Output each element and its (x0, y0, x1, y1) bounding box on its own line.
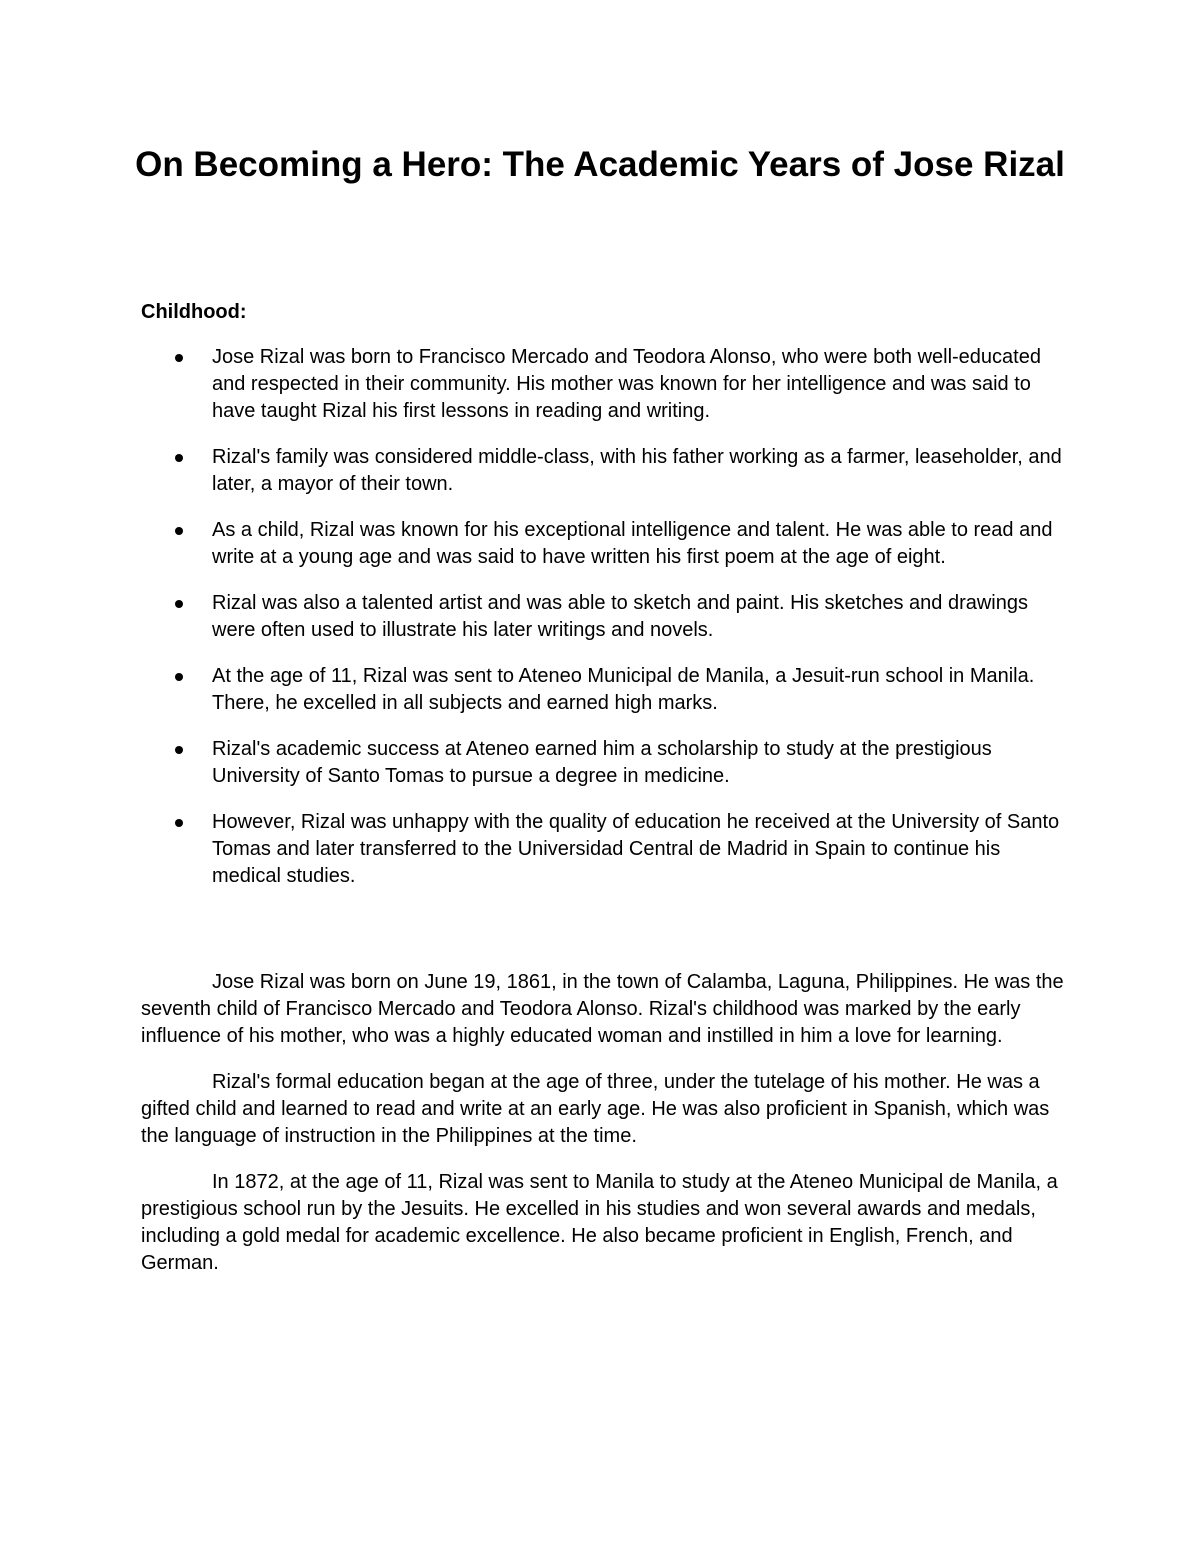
bullet-text: Jose Rizal was born to Francisco Mercado and Teodora Alonso, who were both well-educated and respected in their community. His mother was known for her intelligence and was said to have taught Rizal his first lessons in reading and writing. (212, 346, 1041, 422)
body-paragraphs (141, 969, 1071, 1296)
paragraph: In 1872, at the age of 11, Rizal was sent to Manila to study at the Ateneo Municipal de Manila, a prestigious school run by the Jesuits. He excelled in his studies and won several awards and medals, including a gold medal for academic excellence. He also became proficient in English, French, and German. (141, 1171, 1058, 1274)
paragraph: Rizal's formal education began at the age of three, under the tutelage of his mother. He was a gifted child and learned to read and write at an early age. He was also proficient in Spanish, which was the language of instruction in the Philippines at the time. (141, 1071, 1050, 1147)
paragraph: Jose Rizal was born on June 19, 1861, in the town of Calamba, Laguna, Philippines. He was the seventh child of Francisco Mercado and Teodora Alonso. Rizal's childhood was marked by the early influence of his mother, who was a highly educated woman and instilled in him a love for learning. (141, 971, 1064, 1047)
bullet-dot-icon (175, 354, 183, 362)
bullet-item (141, 590, 1071, 644)
bullet-item (141, 344, 1071, 425)
bullet-dot-icon (175, 746, 183, 754)
bullet-text: Rizal was also a talented artist and was able to sketch and paint. His sketches and drawings were often used to illustrate his later writings and novels. (212, 592, 1028, 641)
bullet-text: Rizal's academic success at Ateneo earned him a scholarship to study at the prestigious University of Santo Tomas to pursue a degree in medicine. (212, 738, 992, 787)
bullet-list (141, 344, 1071, 909)
bullet-item (141, 517, 1071, 571)
bullet-dot-icon (175, 454, 183, 462)
bullet-item (141, 736, 1071, 790)
bullet-text: However, Rizal was unhappy with the quality of education he received at the University of Santo Tomas and later transferred to the Universidad Central de Madrid in Spain to continue his medical studies. (212, 811, 1060, 887)
bullet-item (141, 809, 1071, 890)
page-title: On Becoming a Hero: The Academic Years of Jose Rizal (135, 145, 1065, 184)
section-heading-childhood: Childhood: (141, 301, 247, 323)
bullet-text: At the age of 11, Rizal was sent to Ateneo Municipal de Manila, a Jesuit-run school in Manila. There, he excelled in all subjects and earned high marks. (212, 665, 1035, 714)
bullet-dot-icon (175, 819, 183, 827)
bullet-dot-icon (175, 600, 183, 608)
bullet-dot-icon (175, 673, 183, 681)
bullet-dot-icon (175, 527, 183, 535)
bullet-text: As a child, Rizal was known for his exceptional intelligence and talent. He was able to read and write at a young age and was said to have written his first poem at the age of eight. (212, 519, 1053, 568)
bullet-text: Rizal's family was considered middle-class, with his father working as a farmer, leaseholder, and later, a mayor of their town. (212, 446, 1062, 495)
bullet-item (141, 663, 1071, 717)
bullet-item (141, 444, 1071, 498)
